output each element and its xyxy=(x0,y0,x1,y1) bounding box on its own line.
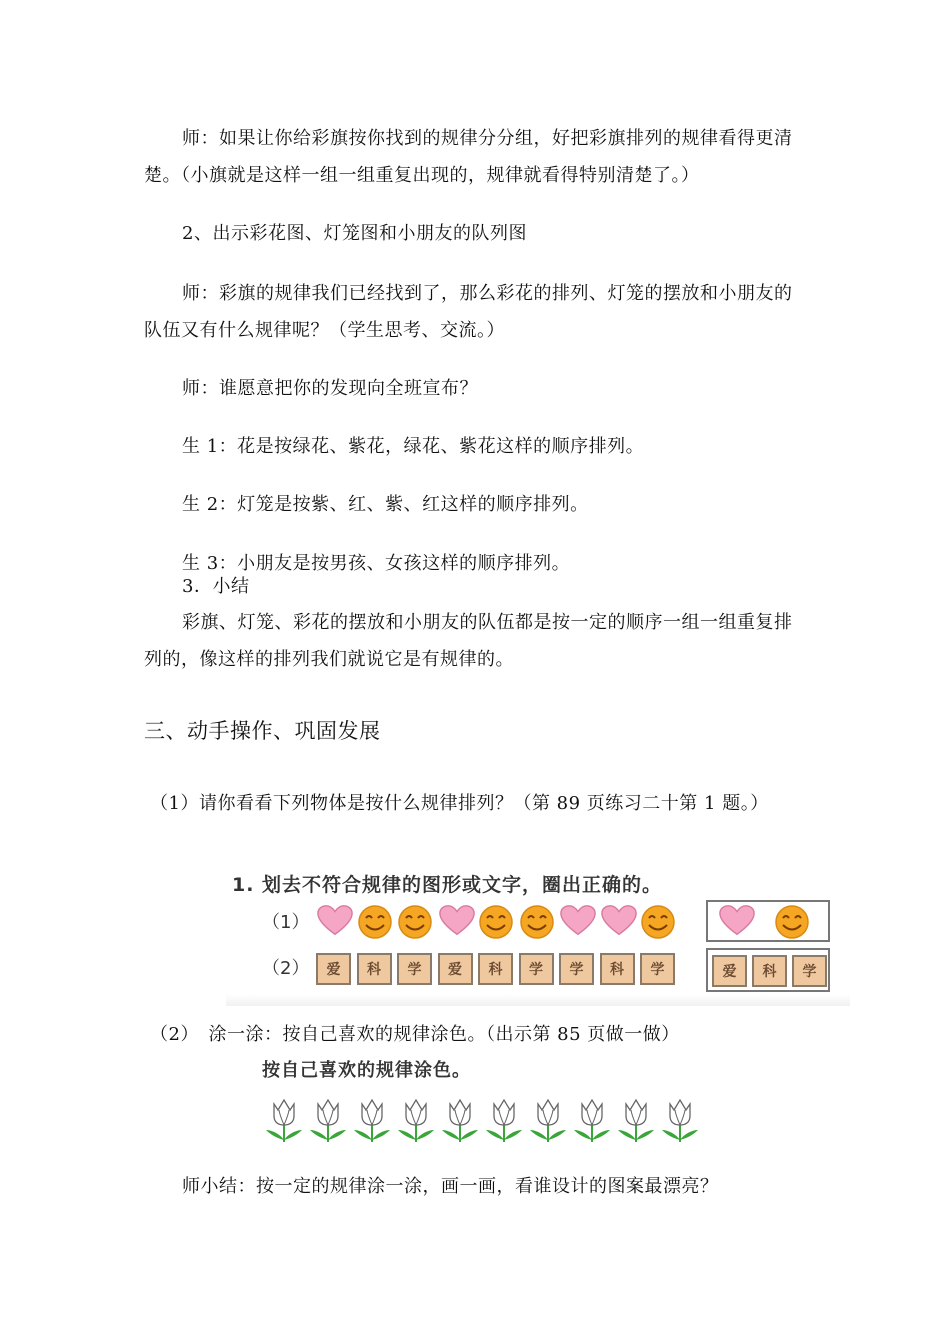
tulip-icon xyxy=(482,1096,526,1148)
tulip-icon xyxy=(570,1096,614,1148)
paragraph-teacher-question: 师：彩旗的规律我们已经找到了，那么彩花的排列、灯笼的摆放和小朋友的队伍又有什么规律呢？（学生思考、交流。） xyxy=(144,283,793,341)
character-tile: 学 xyxy=(792,955,827,987)
paragraph-teacher-announce: 师：谁愿意把你的发现向全班宣布？ xyxy=(182,378,478,399)
paragraph-show-pictures: 2、出示彩花图、灯笼图和小朋友的队列图 xyxy=(182,223,527,244)
tulip-coloring-figure xyxy=(252,1052,758,1156)
smiley-icon xyxy=(397,904,435,938)
character-tile: 学 xyxy=(519,953,554,985)
character-tile: 科 xyxy=(478,953,513,985)
question-1: （1）请你看看下列物体是按什么规律排列？（第 89 页练习二十第 1 题。） xyxy=(150,793,769,814)
character-tile: 科 xyxy=(752,955,787,987)
row2-label: （2） xyxy=(262,958,310,979)
tulip-icon xyxy=(394,1096,438,1148)
smiley-icon xyxy=(357,904,395,938)
paragraph-summary: 彩旗、灯笼、彩花的摆放和小朋友的队伍都是按一定的顺序一组一组重复排列的，像这样的排列我们就说它是有规律的。 xyxy=(144,612,793,670)
heart-icon xyxy=(559,904,597,938)
tulip-icon xyxy=(262,1096,306,1148)
tulip-icon xyxy=(658,1096,702,1148)
pattern-exercise-figure xyxy=(226,864,850,1006)
paragraph-student-1: 生 1：花是按绿花、紫花，绿花、紫花这样的顺序排列。 xyxy=(182,436,645,457)
character-tile: 爱 xyxy=(438,953,473,985)
teacher-summary: 师小结：按一定的规律涂一涂，画一画，看谁设计的图案最漂亮？ xyxy=(182,1176,719,1197)
tulip-icon xyxy=(614,1096,658,1148)
figure1-title: 1. 划去不符合规律的图形或文字，圈出正确的。 xyxy=(232,874,663,896)
question-2: （2） 涂一涂：按自己喜欢的规律涂色。（出示第 85 页做一做） xyxy=(150,1024,680,1045)
tulip-icon xyxy=(526,1096,570,1148)
character-tile: 学 xyxy=(640,953,675,985)
heart-icon xyxy=(718,904,756,938)
character-tile: 学 xyxy=(397,953,432,985)
character-tile: 学 xyxy=(559,953,594,985)
character-tile: 科 xyxy=(600,953,635,985)
character-tile: 科 xyxy=(357,953,392,985)
paragraph-summary-heading: 3．小结 xyxy=(182,576,250,597)
smiley-icon xyxy=(478,904,516,938)
smiley-icon xyxy=(519,904,557,938)
smiley-icon xyxy=(774,904,812,938)
heart-icon xyxy=(600,904,638,938)
paragraph-student-2: 生 2：灯笼是按紫、红、紫、红这样的顺序排列。 xyxy=(182,494,589,515)
heart-icon xyxy=(316,904,354,938)
paragraph-student-3: 生 3：小朋友是按男孩、女孩这样的顺序排列。 xyxy=(182,553,571,574)
figure-shadow xyxy=(226,994,850,1006)
character-tile: 爱 xyxy=(712,955,747,987)
row1-label: （1） xyxy=(262,912,310,933)
smiley-icon xyxy=(640,904,678,938)
tulip-icon xyxy=(350,1096,394,1148)
figure2-title: 按自己喜欢的规律涂色。 xyxy=(262,1060,471,1081)
paragraph-teacher-groups: 师：如果让你给彩旗按你找到的规律分分组，好把彩旗排列的规律看得更清楚。（小旗就是这样一组一组重复出现的，规律就看得特别清楚了。） xyxy=(144,128,793,186)
tulip-icon xyxy=(438,1096,482,1148)
section-heading: 三、动手操作、巩固发展 xyxy=(144,719,381,743)
character-tile: 爱 xyxy=(316,953,351,985)
tulip-icon xyxy=(306,1096,350,1148)
heart-icon xyxy=(438,904,476,938)
